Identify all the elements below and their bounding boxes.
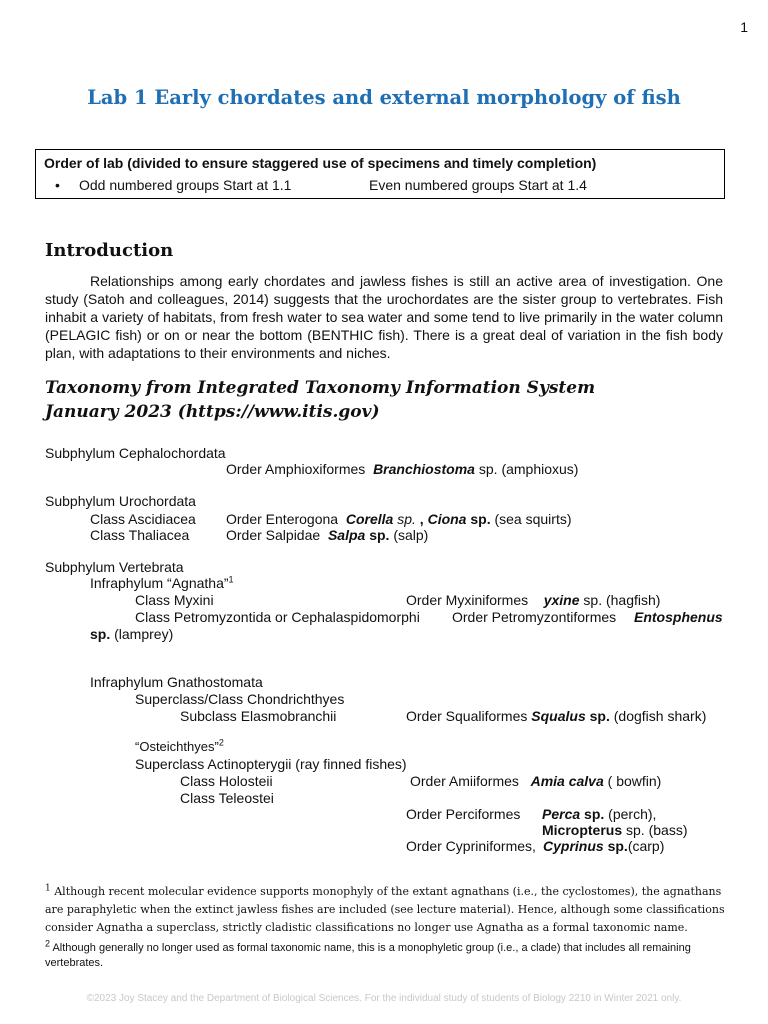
genus-name: Branchiostoma xyxy=(373,461,475,477)
species-note: sp. xyxy=(393,511,416,527)
footnote-2 xyxy=(45,938,725,971)
order-petromyzontiformes: Order Petromyzontiformes xyxy=(452,609,617,625)
common-name: (dogfish shark) xyxy=(609,708,707,724)
species-note: sp. xyxy=(580,806,605,822)
footnote-ref: 1 xyxy=(228,574,234,585)
common-name: (salp) xyxy=(389,527,429,543)
genus-name: Amia calva xyxy=(530,773,604,789)
group-osteichthyes xyxy=(135,739,224,754)
species-note: sp. (amphioxus) xyxy=(474,461,579,477)
common-name: (carp) xyxy=(627,838,665,854)
common-name: sp. (bass) xyxy=(622,822,688,838)
order-label: Order Squaliformes xyxy=(406,708,528,724)
group-label: “Osteichthyes” xyxy=(135,739,219,754)
separator: , xyxy=(415,511,428,527)
taxon-row-bass xyxy=(542,822,687,838)
class-myxini: Class Myxini xyxy=(135,592,214,608)
footnote-mark: 2 xyxy=(45,938,51,949)
odd-groups-text: Odd numbered groups Start at 1.1 xyxy=(79,177,292,193)
taxon-row-perch xyxy=(542,806,656,822)
subphylum-vertebrata: Subphylum Vertebrata xyxy=(45,559,184,575)
order-label: Order Amphioxiformes xyxy=(226,461,366,477)
taxon-row-dogfish xyxy=(406,708,706,724)
copyright-footer: ©2023 Joy Stacey and the Department of Biological Sciences. For the individual study of students of Biology 2210 in Winter 2021 only. xyxy=(86,993,682,1004)
taxon-row-salp xyxy=(226,527,428,543)
genus-name: Micropterus xyxy=(542,822,623,838)
order-label: Order Enterogona xyxy=(226,511,339,527)
genus-name: Salpa xyxy=(327,527,366,543)
footnote-mark: 1 xyxy=(45,883,51,894)
lab-order-box xyxy=(35,149,725,199)
infraphylum-label: Infraphylum “Agnatha” xyxy=(90,575,229,591)
page-title: Lab 1 Early chordates and external morphology of fish xyxy=(87,86,681,109)
infraphylum-gnathostomata: Infraphylum Gnathostomata xyxy=(90,674,263,690)
footnote-ref: 2 xyxy=(218,737,224,748)
footnote-text: Although generally no longer used as formal taxonomic name, this is a monophyletic group (i.e., a clade) that includes all remaining vertebrates. xyxy=(45,942,691,969)
taxon-row-bowfin xyxy=(410,773,661,789)
common-name: (lamprey) xyxy=(110,626,174,642)
footnote-text: Although recent molecular evidence supports monophyly of the extant agnathans (i.e., the cyclostomes), the agnathans are paraphyletic when the extinct jawless fishes are included (see lecture material). Hence, although some classifications consider Agnatha a superclass, strictly cladistic classifications no longer use Agnatha as a formal taxonomic name. xyxy=(45,885,725,934)
lab-order-heading: Order of lab (divided to ensure staggered use of specimens and timely completion) xyxy=(44,155,597,171)
order-perciformes: Order Perciformes xyxy=(406,806,521,822)
class-petromyzontida: Class Petromyzontida or Cephalaspidomorphi xyxy=(135,609,420,625)
common-name: ( bowfin) xyxy=(603,773,662,789)
species-note: sp. xyxy=(603,838,628,854)
species-note: sp. xyxy=(90,626,111,642)
order-label: Order Myxiniformes xyxy=(406,592,529,608)
species-note: sp. xyxy=(365,527,390,543)
common-name: (perch), xyxy=(604,806,657,822)
order-label: Order Amiiformes xyxy=(410,773,519,789)
order-label: Order Salpidae xyxy=(226,527,321,543)
genus-name: Squalus xyxy=(531,708,586,724)
bullet-icon: • xyxy=(55,177,60,193)
taxon-row-amphioxus xyxy=(226,461,578,477)
class-thaliacea: Class Thaliacea xyxy=(90,527,190,543)
taxon-row-carp xyxy=(543,838,664,854)
class-holosteii: Class Holosteii xyxy=(180,773,273,789)
subphylum-urochordata: Subphylum Urochordata xyxy=(45,493,196,509)
species-note: sp. (hagfish) xyxy=(579,592,661,608)
genus-name: yxine xyxy=(543,592,580,608)
lab-order-row xyxy=(55,177,587,193)
even-groups-text: Even numbered groups Start at 1.4 xyxy=(369,177,587,193)
order-cypriniformes: Order Cypriniformes, xyxy=(406,838,536,854)
subclass-elasmobranchii: Subclass Elasmobranchii xyxy=(180,708,337,724)
subphylum-cephalochordata: Subphylum Cephalochordata xyxy=(45,445,226,461)
genus-entosphenus: Entosphenus xyxy=(634,609,723,625)
page-number: 1 xyxy=(740,19,748,35)
common-name: (sea squirts) xyxy=(490,511,572,527)
genus-name: Ciona xyxy=(427,511,467,527)
footnote-1 xyxy=(45,883,725,937)
genus-name: Corella xyxy=(345,511,394,527)
superclass-chondrichthyes: Superclass/Class Chondrichthyes xyxy=(135,691,345,707)
genus-name: Perca xyxy=(542,806,581,822)
infraphylum-agnatha xyxy=(90,575,234,591)
genus-name: Cyprinus xyxy=(543,838,604,854)
species-note: sp. xyxy=(585,708,610,724)
taxon-row-sea-squirts xyxy=(226,511,572,527)
taxon-row-lamprey xyxy=(90,626,173,642)
species-note: sp. xyxy=(466,511,491,527)
introduction-paragraph: Relationships among early chordates and jawless fishes is still an active area of investigation. One study (Satoh and colleagues, 2014) suggests that the urochordates are the sister group to vertebrates. Fish inhabit a variety of habitats, from fresh water to sea water and some tend to live primarily in the water column (PELAGIC fish) or on or near the bottom (BENTHIC fish). There is a great deal of variation in the fish body plan, with adaptations to their environments and niches. xyxy=(45,273,723,361)
taxon-row-hagfish xyxy=(406,592,660,608)
taxonomy-heading: Taxonomy from Integrated Taxonomy Information System January 2023 (https://www.itis.gov) xyxy=(45,378,596,422)
class-teleostei: Class Teleostei xyxy=(180,790,274,806)
introduction-heading: Introduction xyxy=(45,240,174,261)
superclass-actinopterygii: Superclass Actinopterygii (ray finned fishes) xyxy=(135,756,407,772)
class-ascidiacea: Class Ascidiacea xyxy=(90,511,196,527)
